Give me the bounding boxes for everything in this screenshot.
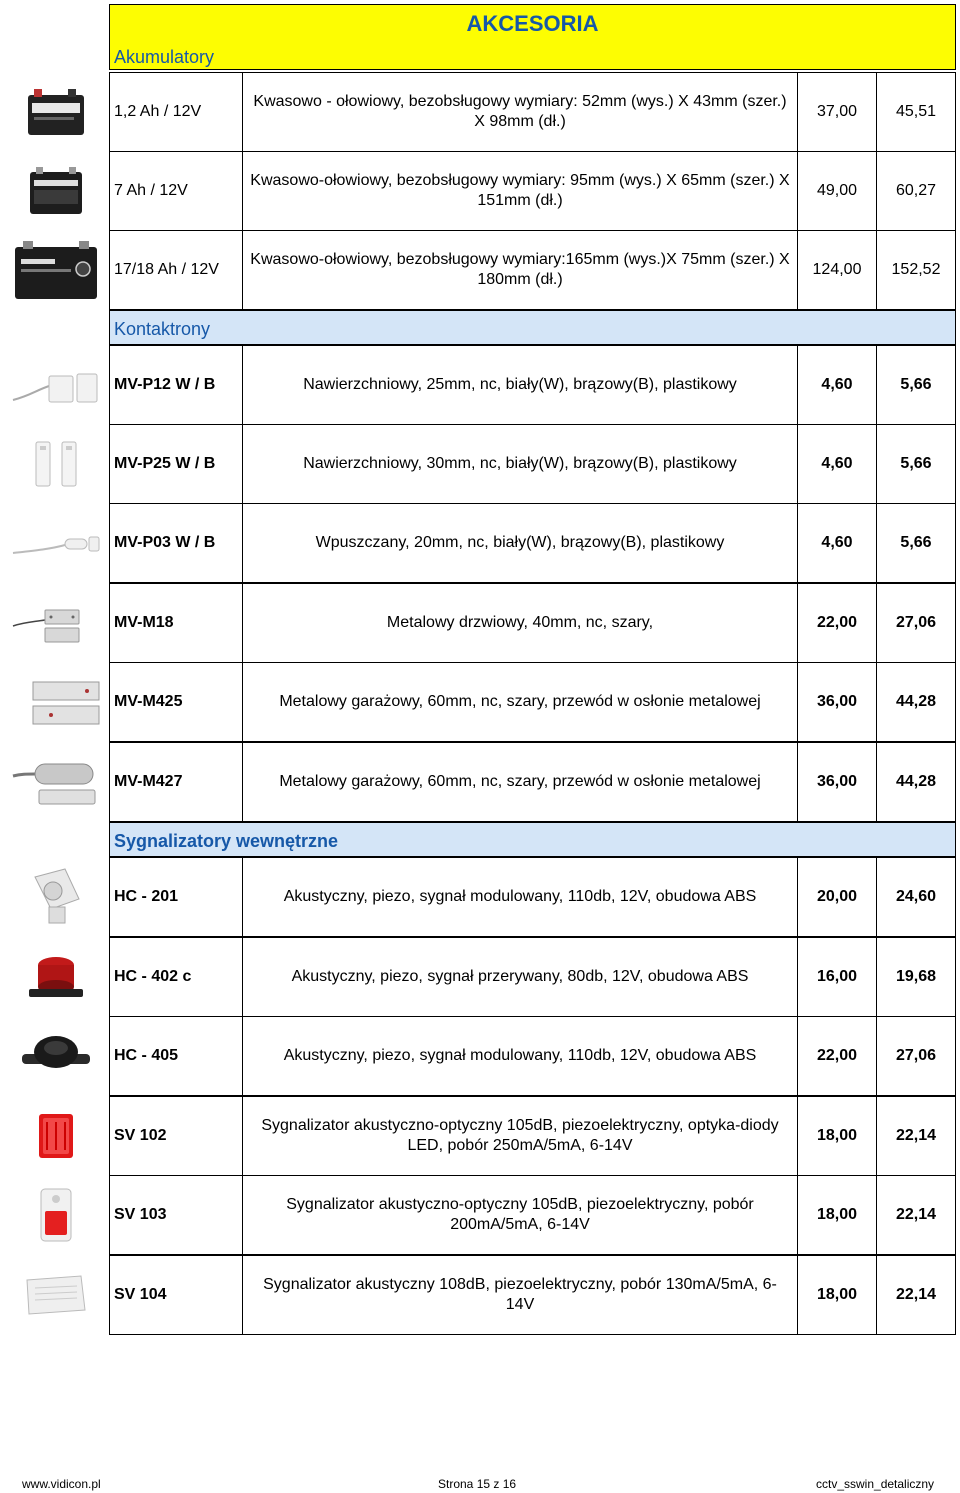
footer-website: www.vidicon.pl: [22, 1477, 101, 1491]
price-net-cell: 16,00: [797, 937, 877, 1017]
price-gross-cell: 27,06: [876, 583, 956, 663]
black-buzzer-icon: [8, 1022, 104, 1090]
table-row: [0, 345, 960, 425]
description-cell: Kwasowo-ołowiowy, bezobsługowy wymiary:165mm (wys.)X 75mm (szer.) X 180mm (dł.): [242, 230, 798, 310]
price-net-cell: 4,60: [797, 424, 877, 504]
price-gross-cell: 5,66: [876, 345, 956, 425]
price-net-cell: 18,00: [797, 1175, 877, 1255]
model-cell: MV-P03 W / B: [109, 503, 243, 583]
description-cell: Sygnalizator akustyczno-optyczny 105dB, piezoelektryczny, optyka-diody LED, pobór 250mA/5mA, 6-14V: [242, 1096, 798, 1176]
metal-door-contact-icon: [8, 591, 104, 655]
model-cell: MV-M425: [109, 662, 243, 742]
price-gross-cell: 152,52: [876, 230, 956, 310]
price-net-cell: 124,00: [797, 230, 877, 310]
red-strobe-siren-icon: [8, 1102, 104, 1170]
page-title: AKCESORIA: [466, 11, 599, 36]
garage-contact-icon: [8, 668, 104, 736]
description-cell: Metalowy garażowy, 60mm, nc, szary, przewód w osłonie metalowej: [242, 742, 798, 822]
price-net-cell: 49,00: [797, 151, 877, 231]
table-row: [0, 503, 960, 583]
battery-large-icon: [8, 234, 104, 306]
table-row: [0, 857, 960, 937]
table-row: [0, 72, 960, 152]
price-gross-cell: 44,28: [876, 662, 956, 742]
model-cell: HC - 201: [109, 857, 243, 937]
price-net-cell: 18,00: [797, 1255, 877, 1335]
battery-small-icon: [8, 78, 104, 146]
footer-document-name: cctv_sswin_detaliczny: [816, 1477, 935, 1491]
table-row: [0, 424, 960, 504]
description-cell: Metalowy garażowy, 60mm, nc, szary, przewód w osłonie metalowej: [242, 662, 798, 742]
model-cell: SV 102: [109, 1096, 243, 1176]
price-net-cell: 36,00: [797, 742, 877, 822]
table-row: [0, 1096, 960, 1176]
model-cell: HC - 402 c: [109, 937, 243, 1017]
section-header-kontaktrony: [109, 310, 956, 345]
description-cell: Wpuszczany, 20mm, nc, biały(W), brązowy(B), plastikowy: [242, 503, 798, 583]
garage-contact-round-icon: [8, 748, 104, 816]
table-row: [0, 1175, 960, 1255]
price-gross-cell: 24,60: [876, 857, 956, 937]
model-cell: SV 103: [109, 1175, 243, 1255]
battery-medium-icon: [8, 157, 104, 225]
table-row: [0, 742, 960, 822]
section-header-sygnalizatory: [109, 822, 956, 857]
title-band: [109, 4, 956, 70]
reed-contact-pair-icon: [8, 430, 104, 498]
description-cell: Nawierzchniowy, 25mm, nc, biały(W), brązowy(B), plastikowy: [242, 345, 798, 425]
price-gross-cell: 5,66: [876, 424, 956, 504]
model-cell: HC - 405: [109, 1016, 243, 1096]
price-gross-cell: 19,68: [876, 937, 956, 1017]
price-net-cell: 4,60: [797, 345, 877, 425]
price-gross-cell: 27,06: [876, 1016, 956, 1096]
model-cell: MV-M427: [109, 742, 243, 822]
section-label-akumulatory: Akumulatory: [114, 47, 215, 67]
indoor-siren-icon: [8, 1261, 104, 1329]
description-cell: Akustyczny, piezo, sygnał modulowany, 110db, 12V, obudowa ABS: [242, 857, 798, 937]
price-net-cell: 36,00: [797, 662, 877, 742]
flush-contact-icon: [8, 513, 104, 573]
description-cell: Akustyczny, piezo, sygnał modulowany, 110db, 12V, obudowa ABS: [242, 1016, 798, 1096]
price-gross-cell: 22,14: [876, 1255, 956, 1335]
price-gross-cell: 44,28: [876, 742, 956, 822]
table-row: [0, 583, 960, 663]
price-gross-cell: 22,14: [876, 1175, 956, 1255]
table-row: [0, 1255, 960, 1335]
description-cell: Nawierzchniowy, 30mm, nc, biały(W), brązowy(B), plastikowy: [242, 424, 798, 504]
description-cell: Sygnalizator akustyczny 108dB, piezoelektryczny, pobór 130mA/5mA, 6-14V: [242, 1255, 798, 1335]
model-cell: SV 104: [109, 1255, 243, 1335]
model-cell: 1,2 Ah / 12V: [109, 72, 243, 152]
section-label-sygnalizatory: Sygnalizatory wewnętrzne: [114, 831, 339, 851]
table-row: [0, 230, 960, 310]
price-net-cell: 37,00: [797, 72, 877, 152]
price-net-cell: 20,00: [797, 857, 877, 937]
piezo-siren-icon: [8, 861, 104, 933]
model-cell: MV-P12 W / B: [109, 345, 243, 425]
footer-page-number: Strona 15 z 16: [438, 1477, 517, 1491]
price-gross-cell: 5,66: [876, 503, 956, 583]
price-gross-cell: 22,14: [876, 1096, 956, 1176]
section-label-kontaktrony: Kontaktrony: [114, 319, 211, 339]
table-row: [0, 662, 960, 742]
price-net-cell: 4,60: [797, 503, 877, 583]
description-cell: Kwasowo-ołowiowy, bezobsługowy wymiary: 95mm (wys.) X 65mm (szer.) X 151mm (dł.): [242, 151, 798, 231]
price-net-cell: 22,00: [797, 1016, 877, 1096]
description-cell: Akustyczny, piezo, sygnał przerywany, 80db, 12V, obudowa ABS: [242, 937, 798, 1017]
price-net-cell: 22,00: [797, 583, 877, 663]
model-cell: 7 Ah / 12V: [109, 151, 243, 231]
table-row: [0, 1016, 960, 1096]
model-cell: MV-M18: [109, 583, 243, 663]
price-gross-cell: 45,51: [876, 72, 956, 152]
description-cell: Metalowy drzwiowy, 40mm, nc, szary,: [242, 583, 798, 663]
model-cell: 17/18 Ah / 12V: [109, 230, 243, 310]
white-strobe-siren-icon: [8, 1179, 104, 1251]
model-cell: MV-P25 W / B: [109, 424, 243, 504]
table-row: [0, 151, 960, 231]
price-net-cell: 18,00: [797, 1096, 877, 1176]
price-gross-cell: 60,27: [876, 151, 956, 231]
reed-contact-icon: [8, 353, 104, 417]
description-cell: Kwasowo - ołowiowy, bezobsługowy wymiary: 52mm (wys.) X 43mm (szer.) X 98mm (dł.): [242, 72, 798, 152]
red-buzzer-icon: [8, 943, 104, 1011]
description-cell: Sygnalizator akustyczno-optyczny 105dB, piezoelektryczny, pobór 200mA/5mA, 6-14V: [242, 1175, 798, 1255]
table-row: [0, 937, 960, 1017]
